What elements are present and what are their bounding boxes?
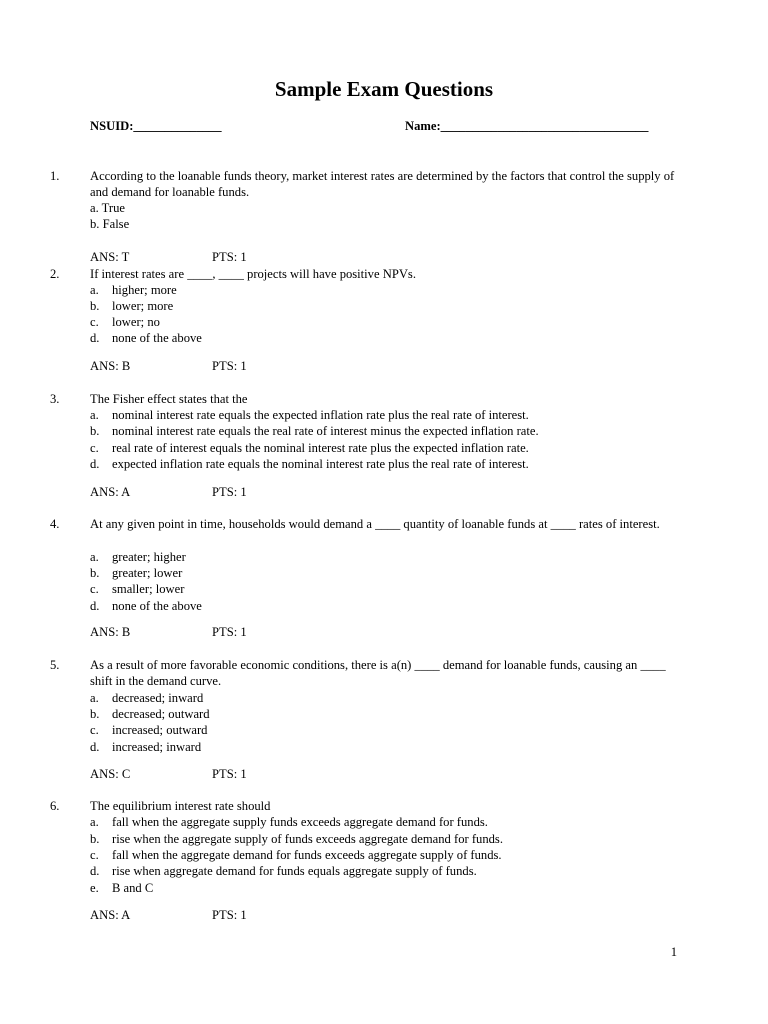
option-text: decreased; inward — [112, 691, 204, 705]
option-letter: a. — [90, 691, 99, 705]
page-number: 1 — [670, 945, 677, 959]
answer: ANS: B — [90, 625, 131, 639]
option-letter: c. — [90, 441, 99, 455]
option-letter: b. — [90, 566, 100, 580]
question-number: 5. — [50, 658, 60, 672]
option-letter: c. — [90, 848, 99, 862]
option-letter: d. — [90, 331, 100, 345]
option-text: greater; higher — [112, 550, 186, 564]
points: PTS: 1 — [212, 625, 247, 639]
answer: ANS: C — [90, 767, 131, 781]
option-letter: b. — [90, 832, 100, 846]
question-text: As a result of more favorable economic conditions, there is a(n) ____ demand for loanable funds, causing an ____ shift in the demand curve. — [90, 658, 666, 689]
question-text: According to the loanable funds theory, market interest rates are determined by the factors that control the supply of and demand for loanable funds. — [90, 169, 675, 200]
option-text: rise when aggregate demand for funds equals aggregate supply of funds. — [112, 864, 477, 878]
nsuid-field: NSUID:______________ — [90, 119, 222, 133]
option-text: smaller; lower — [112, 582, 185, 596]
option-letter: a. — [90, 815, 99, 829]
option-d — [90, 330, 690, 346]
question-text: At any given point in time, households would demand a ____ quantity of loanable funds at ____ rates of interest. — [90, 517, 660, 531]
question-number: 6. — [50, 799, 60, 813]
option-text: rise when the aggregate supply of funds exceeds aggregate demand for funds. — [112, 832, 503, 846]
points: PTS: 1 — [212, 767, 247, 781]
question-number: 1. — [50, 169, 60, 183]
option-letter: b. — [90, 299, 100, 313]
option-a: a. True — [90, 201, 125, 215]
option-text: expected inflation rate equals the nominal interest rate plus the real rate of interest. — [112, 457, 529, 471]
option-d — [90, 456, 690, 472]
option-d — [90, 863, 690, 879]
option-text: nominal interest rate equals the real rate of interest minus the expected inflation rate. — [112, 424, 539, 438]
option-c — [90, 314, 690, 330]
option-letter: c. — [90, 582, 99, 596]
question-text: The equilibrium interest rate should — [90, 799, 271, 813]
points: PTS: 1 — [212, 908, 247, 922]
option-letter: d. — [90, 457, 100, 471]
option-b — [90, 831, 690, 847]
answer: ANS: A — [90, 908, 131, 922]
option-letter: a. — [90, 408, 99, 422]
question-number: 4. — [50, 517, 60, 531]
option-text: higher; more — [112, 283, 177, 297]
option-text: none of the above — [112, 599, 202, 613]
points: PTS: 1 — [212, 359, 247, 373]
question-number: 2. — [50, 267, 60, 281]
option-text: decreased; outward — [112, 707, 210, 721]
option-a — [90, 282, 690, 298]
option-text: increased; inward — [112, 740, 202, 754]
option-letter: b. — [90, 424, 100, 438]
option-a — [90, 549, 690, 565]
option-letter: b. — [90, 707, 100, 721]
option-d — [90, 598, 690, 614]
option-a — [90, 814, 690, 830]
option-letter: d. — [90, 864, 100, 878]
answer: ANS: A — [90, 485, 131, 499]
option-a — [90, 407, 690, 423]
option-text: increased; outward — [112, 723, 208, 737]
option-text: fall when the aggregate supply funds exceeds aggregate demand for funds. — [112, 815, 488, 829]
option-b — [90, 423, 690, 439]
option-text: real rate of interest equals the nominal interest rate plus the expected inflation rate. — [112, 441, 529, 455]
question-text: If interest rates are ____, ____ projects will have positive NPVs. — [90, 267, 416, 281]
option-text: greater; lower — [112, 566, 183, 580]
name-field: Name:_________________________________ — [405, 119, 649, 133]
option-letter: a. — [90, 550, 99, 564]
option-letter: d. — [90, 740, 100, 754]
option-text: lower; more — [112, 299, 174, 313]
option-c — [90, 847, 690, 863]
points: PTS: 1 — [212, 250, 247, 264]
question-text: The Fisher effect states that the — [90, 392, 248, 406]
option-letter: a. — [90, 283, 99, 297]
option-b — [90, 565, 690, 581]
option-b — [90, 706, 690, 722]
option-b: b. False — [90, 217, 130, 231]
page-title: Sample Exam Questions — [274, 77, 494, 101]
option-letter: e. — [90, 881, 99, 895]
option-letter: c. — [90, 315, 99, 329]
option-c — [90, 722, 690, 738]
option-b — [90, 298, 690, 314]
option-c — [90, 581, 690, 597]
option-letter: d. — [90, 599, 100, 613]
answer: ANS: T — [90, 250, 130, 264]
question-number: 3. — [50, 392, 60, 406]
option-text: lower; no — [112, 315, 160, 329]
option-d — [90, 739, 690, 755]
option-text: fall when the aggregate demand for funds exceeds aggregate supply of funds. — [112, 848, 502, 862]
option-c — [90, 440, 690, 456]
points: PTS: 1 — [212, 485, 247, 499]
option-text: B and C — [112, 881, 154, 895]
option-text: none of the above — [112, 331, 202, 345]
option-text: nominal interest rate equals the expected inflation rate plus the real rate of interest. — [112, 408, 529, 422]
option-letter: c. — [90, 723, 99, 737]
answer: ANS: B — [90, 359, 131, 373]
option-e — [90, 880, 690, 896]
option-a — [90, 690, 690, 706]
